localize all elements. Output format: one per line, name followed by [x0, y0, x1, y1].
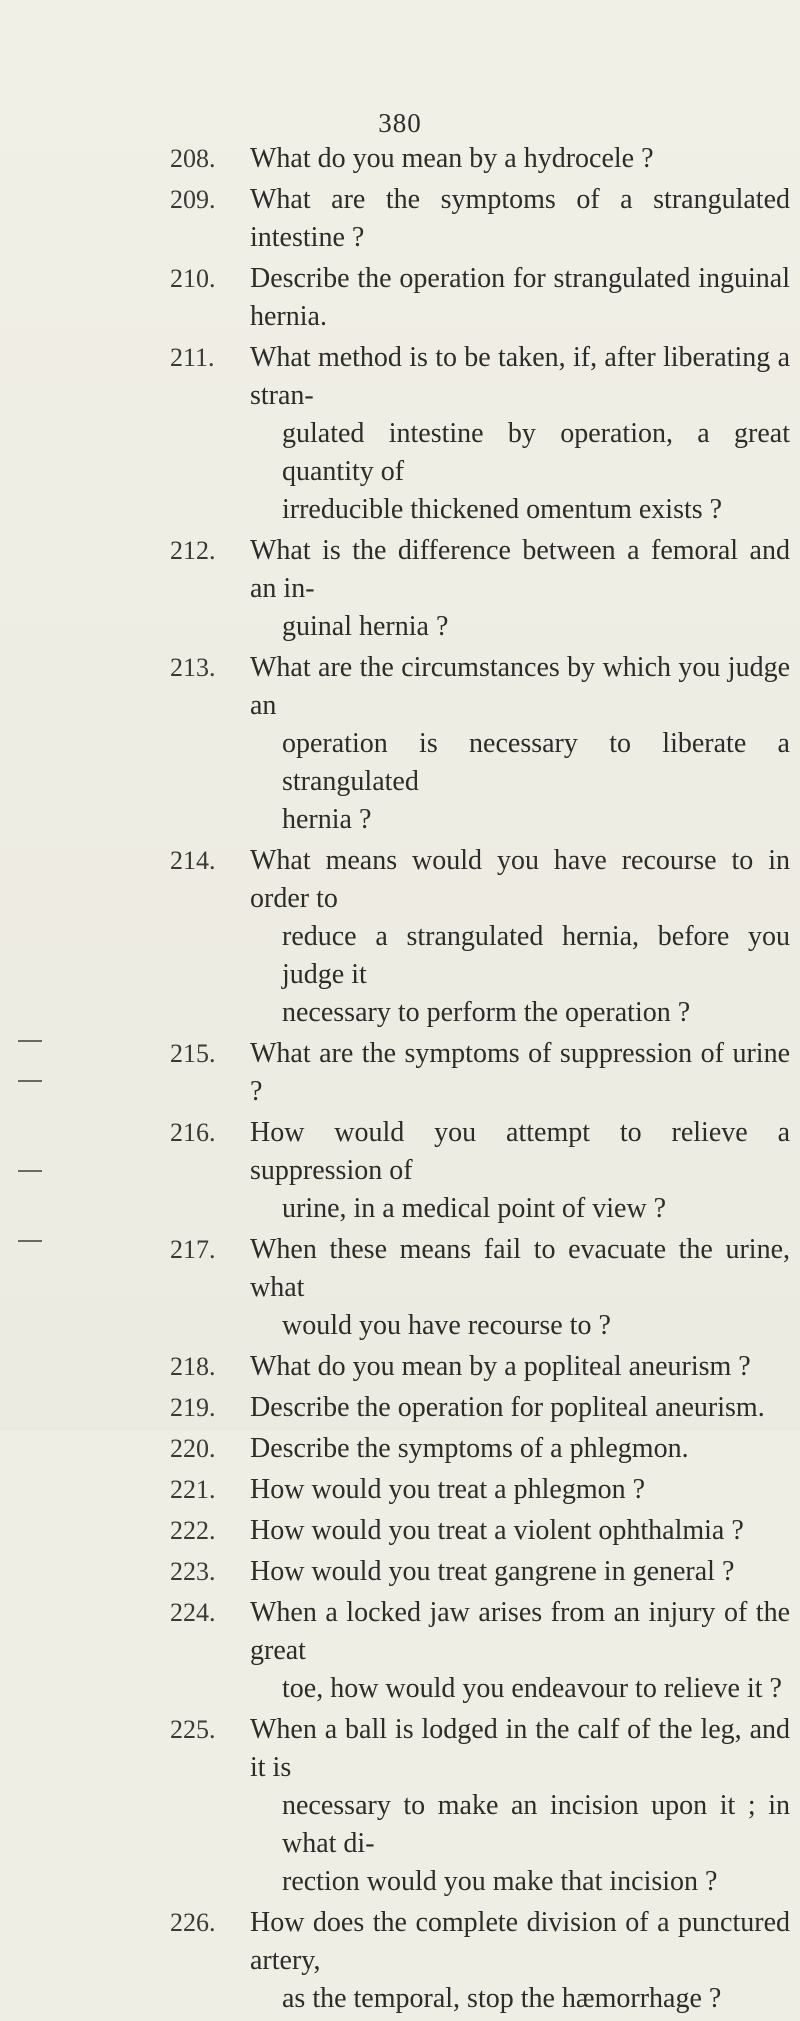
question-item	[0, 140, 800, 178]
question-item	[0, 1594, 800, 1708]
question-number: 211.	[170, 343, 215, 372]
question-item	[0, 1231, 800, 1345]
question-line: When a ball is lodged in the calf of the leg, and it is	[250, 1714, 790, 1783]
question-line: How does the complete division of a punctured artery,	[250, 1907, 790, 1976]
question-number: 225.	[170, 1715, 216, 1744]
question-line: When these means fail to evacuate the urine, what	[250, 1234, 790, 1303]
question-item	[0, 532, 800, 646]
question-line: How would you treat gangrene in general ?	[250, 1556, 735, 1587]
question-line: How would you attempt to relieve a suppression of	[250, 1117, 790, 1186]
question-text	[250, 1430, 790, 1468]
question-number: 215.	[170, 1039, 216, 1068]
question-item	[0, 1114, 800, 1228]
question-line: What do you mean by a hydrocele ?	[250, 143, 654, 174]
question-number: 222.	[170, 1516, 216, 1545]
question-number: 212.	[170, 536, 216, 565]
question-number: 219.	[170, 1393, 216, 1422]
question-line: would you have recourse to ?	[282, 1310, 611, 1341]
question-line: Describe the operation for strangulated inguinal hernia.	[250, 263, 790, 332]
question-line: What are the circumstances by which you judge an	[250, 652, 790, 721]
binding-mark	[18, 1040, 42, 1042]
question-text	[250, 140, 790, 178]
question-item	[0, 1711, 800, 1901]
question-text	[250, 339, 790, 529]
question-number: 209.	[170, 185, 216, 214]
question-item	[0, 1348, 800, 1386]
question-number: 213.	[170, 653, 216, 682]
question-line: rection would you make that incision ?	[282, 1866, 718, 1897]
question-text	[250, 1231, 790, 1345]
question-line: toe, how would you endeavour to relieve it ?	[282, 1673, 782, 1704]
question-text	[250, 532, 790, 646]
question-line: operation is necessary to liberate a strangulated	[282, 728, 790, 797]
question-line: necessary to perform the operation ?	[282, 997, 691, 1028]
question-text	[250, 1512, 790, 1550]
question-line: How would you treat a violent ophthalmia ?	[250, 1515, 744, 1546]
question-text	[250, 1711, 790, 1901]
question-line: What do you mean by a popliteal aneurism ?	[250, 1351, 751, 1382]
question-item	[0, 339, 800, 529]
question-line: How would you treat a phlegmon ?	[250, 1474, 646, 1505]
question-number: 220.	[170, 1434, 216, 1463]
question-number: 226.	[170, 1908, 216, 1937]
question-number: 221.	[170, 1475, 216, 1504]
question-number: 208.	[170, 144, 216, 173]
question-item	[0, 649, 800, 839]
question-text	[250, 260, 790, 336]
question-item	[0, 1430, 800, 1468]
question-list	[0, 140, 800, 2021]
question-line: What is the difference between a femoral and an in-	[250, 535, 790, 604]
question-number: 210.	[170, 264, 216, 293]
question-number: 223.	[170, 1557, 216, 1586]
question-number: 224.	[170, 1598, 216, 1627]
question-item	[0, 1035, 800, 1111]
question-text	[250, 649, 790, 839]
question-number: 217.	[170, 1235, 216, 1264]
question-text	[250, 1904, 790, 2018]
question-line: as the temporal, stop the hæmorrhage ?	[282, 1983, 722, 2014]
question-line: What method is to be taken, if, after liberating a stran-	[250, 342, 790, 411]
question-line: irreducible thickened omentum exists ?	[282, 494, 723, 525]
question-line: reduce a strangulated hernia, before you judge it	[282, 921, 790, 990]
question-number: 218.	[170, 1352, 216, 1381]
question-item	[0, 842, 800, 1032]
question-line: necessary to make an incision upon it ; in what di-	[282, 1790, 790, 1859]
question-text	[250, 842, 790, 1032]
question-text	[250, 1389, 790, 1427]
question-line: hernia ?	[282, 804, 372, 835]
question-text	[250, 1594, 790, 1708]
question-line: What are the symptoms of a strangulated intestine ?	[250, 184, 790, 253]
question-item	[0, 181, 800, 257]
question-text	[250, 1553, 790, 1591]
question-item	[0, 1553, 800, 1591]
question-number: 216.	[170, 1118, 216, 1147]
page-number: 380	[378, 108, 422, 138]
question-text	[250, 1114, 790, 1228]
question-text	[250, 181, 790, 257]
question-text	[250, 1348, 790, 1386]
question-text	[250, 1035, 790, 1111]
question-line: What means would you have recourse to in order to	[250, 845, 790, 914]
question-text	[250, 1471, 790, 1509]
question-line: What are the symptoms of suppression of urine ?	[250, 1038, 790, 1107]
question-item	[0, 1471, 800, 1509]
binding-mark	[18, 1240, 42, 1242]
question-line: urine, in a medical point of view ?	[282, 1193, 667, 1224]
question-line: gulated intestine by operation, a great quantity of	[282, 418, 790, 487]
binding-mark	[18, 1080, 42, 1082]
question-item	[0, 1512, 800, 1550]
question-number: 214.	[170, 846, 216, 875]
question-line: Describe the operation for popliteal aneurism.	[250, 1392, 765, 1423]
question-line: When a locked jaw arises from an injury of the great	[250, 1597, 790, 1666]
question-line: Describe the symptoms of a phlegmon.	[250, 1433, 689, 1464]
question-item	[0, 260, 800, 336]
binding-mark	[18, 1170, 42, 1172]
question-item	[0, 1389, 800, 1427]
question-line: guinal hernia ?	[282, 611, 449, 642]
binding-marks	[18, 1040, 58, 1280]
question-item	[0, 1904, 800, 2018]
